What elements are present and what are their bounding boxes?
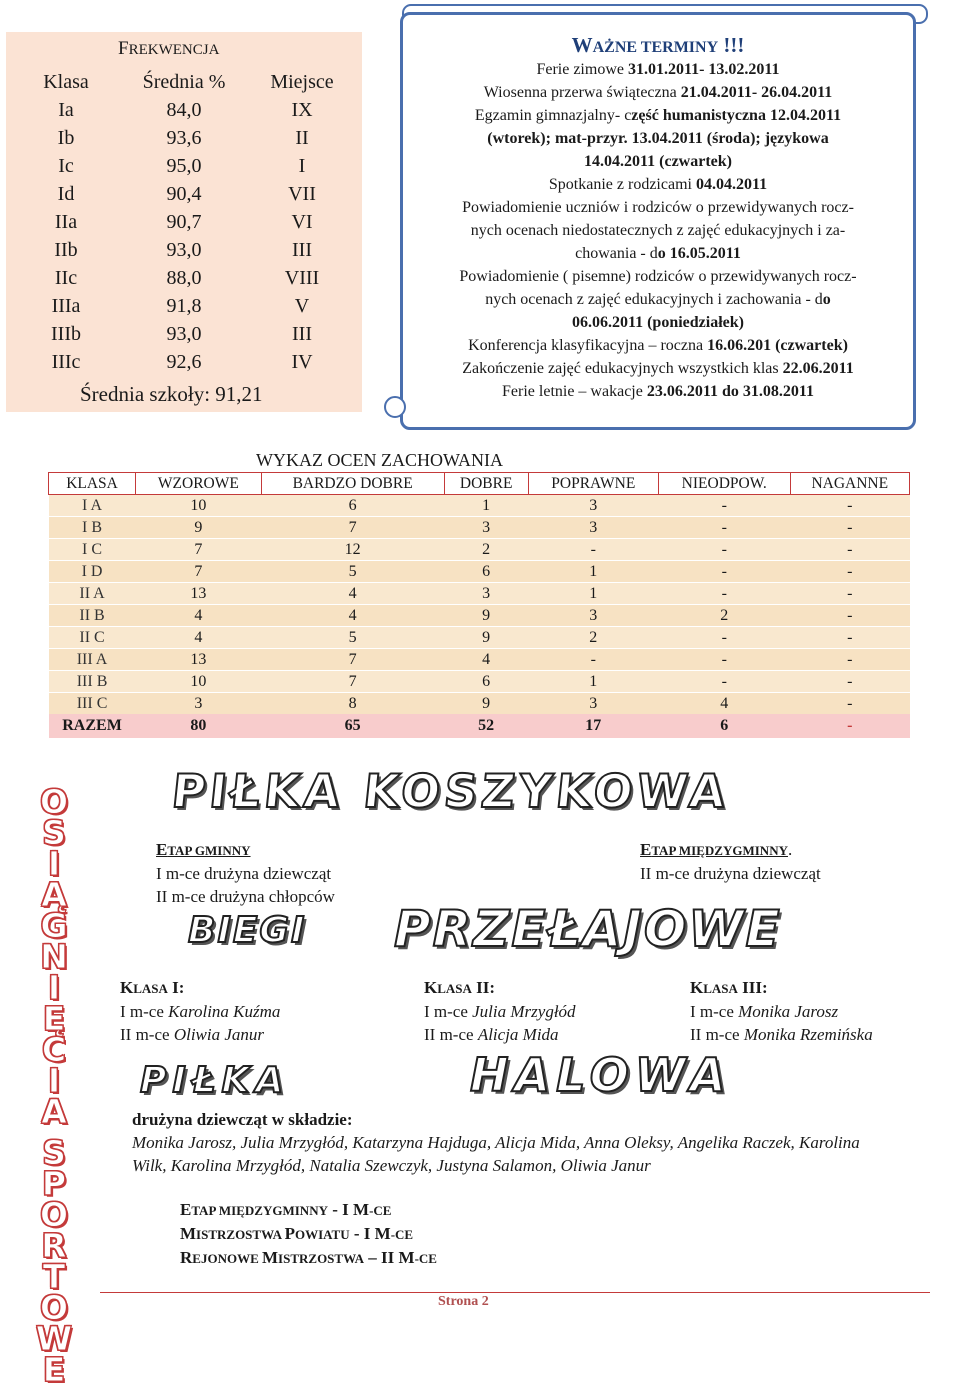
cell: - [658,495,790,517]
wynik-line: REJONOWE MISTRZOSTWA – II M-CE [180,1248,437,1267]
cell: IIIc [51,350,81,373]
cell: - [658,539,790,561]
cell: III [292,238,312,261]
zachowanie-header-row [49,473,910,495]
vertical-title-letter: Ę [42,999,66,1038]
cell: Id [57,182,75,205]
termin-line: Ferie letnie – wakacje 23.06.2011 do 31.08.2011 [502,383,814,400]
cell: IV [291,350,313,373]
frekwencja-header-row [6,68,362,96]
cell: 9 [136,517,262,539]
termin-line: Powiadomienie uczniów i rodziców o przewidywanych rocz- [462,199,854,216]
cell: IIc [54,266,78,289]
klasa-heading: KLASA II: [424,978,496,997]
vertical-title-letter: Ą [41,875,67,914]
cell: - [790,649,909,671]
cell: V [294,294,310,317]
halowa-heading: HALOWA [470,1048,732,1102]
table-row [6,124,362,152]
cell: IIb [54,238,78,261]
cell: 7 [136,561,262,583]
vertical-title-letter: A [41,1092,67,1131]
cell: 8 [261,693,444,715]
header-cell: Miejsce [270,70,334,93]
etap-miedzygminny-heading: ETAP MIĘDZYGMINNY. [640,840,793,859]
cell: 6 [261,495,444,517]
header-cell: Średnia % [142,70,226,93]
cell: VI [291,210,313,233]
cell: 3 [528,605,658,627]
cell: IIIb [51,322,81,345]
terminy-panel [400,12,916,430]
cell: 3 [444,517,528,539]
vertical-title-letter: N [40,937,68,976]
frekwencja-title: FREKWENCJA [118,38,220,59]
termin-line: Egzamin gimnazjalny- część humanistyczna 12.04.2011 [474,107,842,124]
class-cell: III B [49,671,136,693]
klasa-heading: KLASA III: [690,978,768,997]
etap-gminny-block [156,838,335,908]
cell: 4 [261,583,444,605]
vertical-title-letter: E [42,1350,66,1389]
table-row [49,495,910,517]
header-cell: DOBRE [444,473,528,495]
table-row [49,671,910,693]
table-row [6,208,362,236]
cell: 10 [136,495,262,517]
cell: 7 [136,539,262,561]
cell: - [528,539,658,561]
frekwencja-table [6,68,362,376]
table-row [49,649,910,671]
termin-line: chowania - do 16.05.2011 [575,245,741,262]
table-row [6,348,362,376]
vertical-title-letter: I [47,844,61,883]
table-row [6,152,362,180]
termin-line: Spotkanie z rodzicami 04.04.2011 [548,176,768,193]
vertical-title-letter: G [40,906,68,945]
cell: 10 [136,671,262,693]
cell: 5 [261,561,444,583]
pilka-koszykowa-heading: PIŁKA KOSZYKOWA [169,764,732,818]
table-row [6,292,362,320]
termin-line: (wtorek); mat-przyr. 13.04.2011 (środa); językowa [487,130,829,147]
klasa-block [424,976,576,1046]
cell: 3 [136,693,262,715]
cell: - [658,649,790,671]
class-cell: III C [49,693,136,715]
class-cell: I C [49,539,136,561]
vertical-title-letter: O [39,1288,69,1327]
klasa-result: I m-ce Monika Jarosz [690,1002,839,1021]
vertical-title-letter: P [41,1164,67,1203]
cell: 2 [444,539,528,561]
table-row [6,264,362,292]
termin-line: Wiosenna przerwa świąteczna 21.04.2011- 26.04.2011 [483,84,833,101]
total-row [49,714,910,738]
cell: IIIa [51,294,81,317]
wynik-line: MISTRZOSTWA POWIATU - I M-CE [180,1224,414,1243]
table-row [6,236,362,264]
cell: 3 [444,583,528,605]
termin-line: Zakończenie zajęć edukacyjnych wszystkich klas 22.06.2011 [462,360,854,377]
etap-gminny-line: II m-ce drużyna chłopców [156,887,335,906]
vertical-title-letter: S [42,1133,66,1172]
cell: 3 [528,517,658,539]
termin-line: nych ocenach niedostatecznych z zajęć edukacyjnych i za- [470,222,846,239]
vertical-title-letter: O [39,1195,69,1234]
cell: 93,0 [166,322,202,345]
class-cell: III A [49,649,136,671]
table-row [49,517,910,539]
etap-miedzygminny-block [640,838,821,885]
header-cell: Klasa [43,70,89,93]
class-cell: I B [49,517,136,539]
cell: - [790,605,909,627]
zachowanie-title: WYKAZ OCEN ZACHOWANIA [256,450,503,470]
zachowanie-body [49,495,910,715]
header-cell: NAGANNE [790,473,909,495]
total-cell: 65 [261,714,444,738]
etap-miedzygminny-line: II m-ce drużyna dziewcząt [640,864,821,883]
cell: Ia [58,98,74,121]
cell: II [295,126,309,149]
cell: 1 [528,671,658,693]
cell: 9 [444,605,528,627]
cell: - [790,517,909,539]
table-row [6,320,362,348]
vertical-title-letter: I [47,968,61,1007]
table-row [49,583,910,605]
table-row [6,180,362,208]
cell: 4 [136,605,262,627]
cell: 4 [444,649,528,671]
cell: - [658,517,790,539]
total-cell: 52 [444,714,528,738]
termin-line: Powiadomienie ( pisemne) rodziców o przewidywanych rocz- [459,268,857,285]
cell: - [658,561,790,583]
klasa-heading: KLASA I: [120,978,185,997]
etap-gminny-line: I m-ce drużyna dziewcząt [156,864,332,883]
cell: - [658,671,790,693]
cell: 90,4 [166,182,202,205]
cell: - [658,583,790,605]
table-row [49,605,910,627]
klasa-result: I m-ce Julia Mrzygłód [424,1002,576,1021]
vertical-title-letter: C [41,1030,67,1069]
vertical-title-letter: W [35,1319,73,1358]
table-row [49,693,910,715]
table-row [49,539,910,561]
class-cell: II A [49,583,136,605]
header-cell: NIEODPOW. [658,473,790,495]
cell: 7 [261,517,444,539]
cell: - [790,539,909,561]
przelajowe-heading: PRZEŁAJOWE [394,900,782,958]
cell: 6 [444,561,528,583]
klasa-block [690,976,873,1046]
class-cell: I D [49,561,136,583]
table-row [49,561,910,583]
cell: Ic [58,154,74,177]
terminy-title: WAŻNE TERMINY !!! [571,33,745,57]
total-cell: 80 [136,714,262,738]
school-average: Średnia szkoły: 91,21 [80,382,263,406]
zachowanie-table [48,472,910,738]
cell: 4 [658,693,790,715]
termin-line: Konferencja klasyfikacyjna – roczna 16.06.201 (czwartek) [468,337,848,354]
cell: 1 [528,561,658,583]
vertical-title-letter: S [42,813,66,852]
class-cell: I A [49,495,136,517]
cell: 92,6 [166,350,202,373]
scroll-curl-decoration [384,396,406,418]
termin-line: 14.04.2011 (czwartek) [584,153,732,170]
cell: 84,0 [166,98,202,121]
header-cell: WZOROWE [136,473,262,495]
druzyna-block [132,1108,922,1177]
table-row [49,627,910,649]
klasa-result: II m-ce Monika Rzemińska [690,1025,873,1044]
klasa-block [120,976,280,1046]
cell: 2 [528,627,658,649]
cell: - [790,671,909,693]
biegi-heading: BIEGI [188,910,307,951]
cell: 7 [261,671,444,693]
total-cell: RAZEM [49,714,136,738]
termin-line: nych ocenach z zajęć edukacyjnych i zachowania - do [485,291,831,308]
total-cell: 6 [658,714,790,738]
cell: - [790,495,909,517]
page-number: Strona 2 [438,1294,489,1309]
cell: 7 [261,649,444,671]
footer-line [100,1292,930,1293]
total-cell: - [790,714,909,738]
cell: 3 [528,495,658,517]
vertical-title-letter: R [41,1226,67,1265]
cell: 13 [136,583,262,605]
cell: 88,0 [166,266,202,289]
cell: 91,8 [166,294,202,317]
cell: 95,0 [166,154,202,177]
cell: 5 [261,627,444,649]
vertical-title-letter: O [39,782,69,821]
cell: 1 [444,495,528,517]
cell: 93,0 [166,238,202,261]
osiagniecia-vertical-title [30,782,78,1389]
etap-gminny-heading: ETAP GMINNY [156,840,251,859]
header-cell: BARDZO DOBRE [261,473,444,495]
cell: VII [288,182,316,205]
frekwencja-panel [6,32,362,412]
header-cell: KLASA [49,473,136,495]
class-cell: II B [49,605,136,627]
cell: - [528,649,658,671]
header-cell: POPRAWNE [528,473,658,495]
cell: 4 [261,605,444,627]
table-row [6,96,362,124]
class-cell: II C [49,627,136,649]
pilka-heading: PIŁKA [140,1060,290,1101]
klasa-result: II m-ce Alicja Mida [424,1025,559,1044]
cell: - [790,583,909,605]
wynik-line: ETAP MIĘDZYGMINNY - I M-CE [180,1200,392,1219]
druzyna-label: drużyna dziewcząt w składzie: [132,1110,353,1129]
cell: VIII [284,266,320,289]
cell: 3 [528,693,658,715]
cell: 93,6 [166,126,202,149]
cell: III [292,322,312,345]
termin-line: 06.06.2011 (poniedziałek) [571,314,744,331]
vertical-title-letter: T [42,1257,66,1296]
cell: 13 [136,649,262,671]
cell: 9 [444,693,528,715]
total-cell: 17 [528,714,658,738]
druzyna-members: Wilk, Karolina Mrzygłód, Natalia Szewczyk, Justyna Salamon, Oliwia Janur [132,1156,651,1175]
cell: - [790,561,909,583]
cell: 4 [136,627,262,649]
cell: IX [291,98,313,121]
cell: 9 [444,627,528,649]
vertical-title-letter: I [47,1061,61,1100]
cell: 6 [444,671,528,693]
halowa-wyniki [180,1198,437,1270]
cell: - [658,627,790,649]
cell: - [790,627,909,649]
cell: 90,7 [166,210,202,233]
cell: Ib [57,126,75,149]
cell: 1 [528,583,658,605]
druzyna-members: Monika Jarosz, Julia Mrzygłód, Katarzyna Hajduga, Alicja Mida, Anna Oleksy, Angelika Raczek, Karolina [132,1133,860,1152]
klasa-result: I m-ce Karolina Kuźma [120,1002,281,1021]
cell: 12 [261,539,444,561]
cell: - [790,693,909,715]
cell: I [298,154,306,177]
cell: IIa [54,210,78,233]
cell: 2 [658,605,790,627]
termin-line: Ferie zimowe 31.01.2011- 13.02.2011 [536,61,780,78]
klasa-result: II m-ce Oliwia Janur [120,1025,265,1044]
